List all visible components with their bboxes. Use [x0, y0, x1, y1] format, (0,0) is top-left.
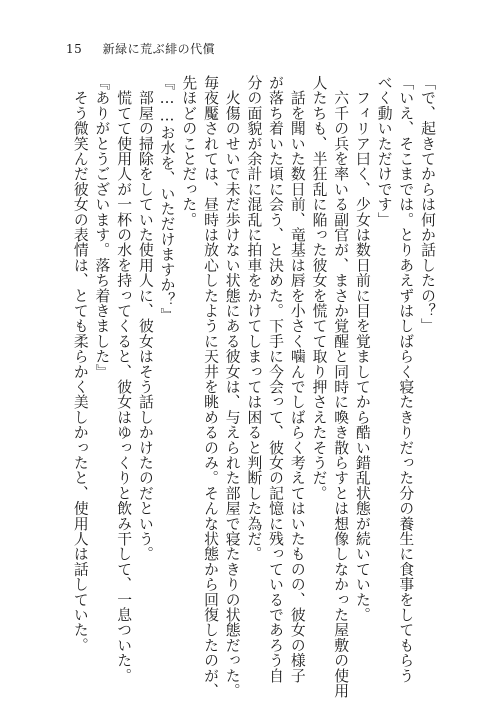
text-line: 『ありがとうございます。落ち着きました』 — [93, 75, 111, 379]
book-title: 新緑に荒ぶ緋の代償 — [102, 42, 216, 56]
body-text — [69, 75, 438, 699]
text-line: 人たちも、半狂乱に陥った彼女を慌てて取り押さえたそうだ。 — [310, 75, 328, 501]
text-line: 火傷のせいで未だ歩けない状態にある彼女は、与えられた部屋で寝たきりの状態だった。 — [223, 75, 241, 699]
text-line: 先ほどのことだった。 — [180, 75, 198, 227]
text-line: 毎夜魘されては、昼時は放心したように天井を眺めるのみ。そんな状態から回復したのが、 — [201, 75, 219, 699]
text-line: が落ち着いた頃に会う、と決めた。下手に今会って、彼女の記憶に残っているであろう自 — [267, 75, 285, 683]
text-line: 話を聞いた数日前、竜基は唇を小さく噛んでしばらく考えてはいたものの、彼女の様子 — [288, 75, 306, 683]
text-line: 部屋の掃除をしていた使用人に、彼女はそう話しかけたのだという。 — [136, 75, 154, 562]
text-line: フィリア曰く、少女は数日前に目を覚ましてから酷い錯乱状態が続いていた。 — [353, 75, 371, 623]
text-line: 六千の兵を率いる副官が、まさか覚醒と同時に喚き散らすとは想像しなかった屋敷の使用 — [332, 75, 350, 699]
text-line: 「いえ、そこまでは。とりあえずはしばらく寝たきりだった分の養生に食事をしてもらう — [397, 75, 415, 683]
text-line: そう微笑んだ彼女の表情は、とても柔らかく美しかったと、使用人は話していた。 — [71, 75, 89, 653]
running-header — [66, 40, 215, 57]
text-line: 「で、起きてからは何か話したの？」 — [419, 75, 436, 334]
page-number: 15 — [66, 42, 83, 56]
text-line: べく動いただけです」 — [375, 75, 393, 227]
text-line: 慌てて使用人が一杯の水を持ってくると、彼女はゆっくりと飲み干して、一息ついた。 — [115, 75, 133, 683]
text-line: 分の面貌が余計に混乱に拍車をかけてしまっては困ると判断した為だ。 — [245, 75, 263, 562]
text-line: 『……お水を、いただけますか？』 — [158, 75, 176, 323]
